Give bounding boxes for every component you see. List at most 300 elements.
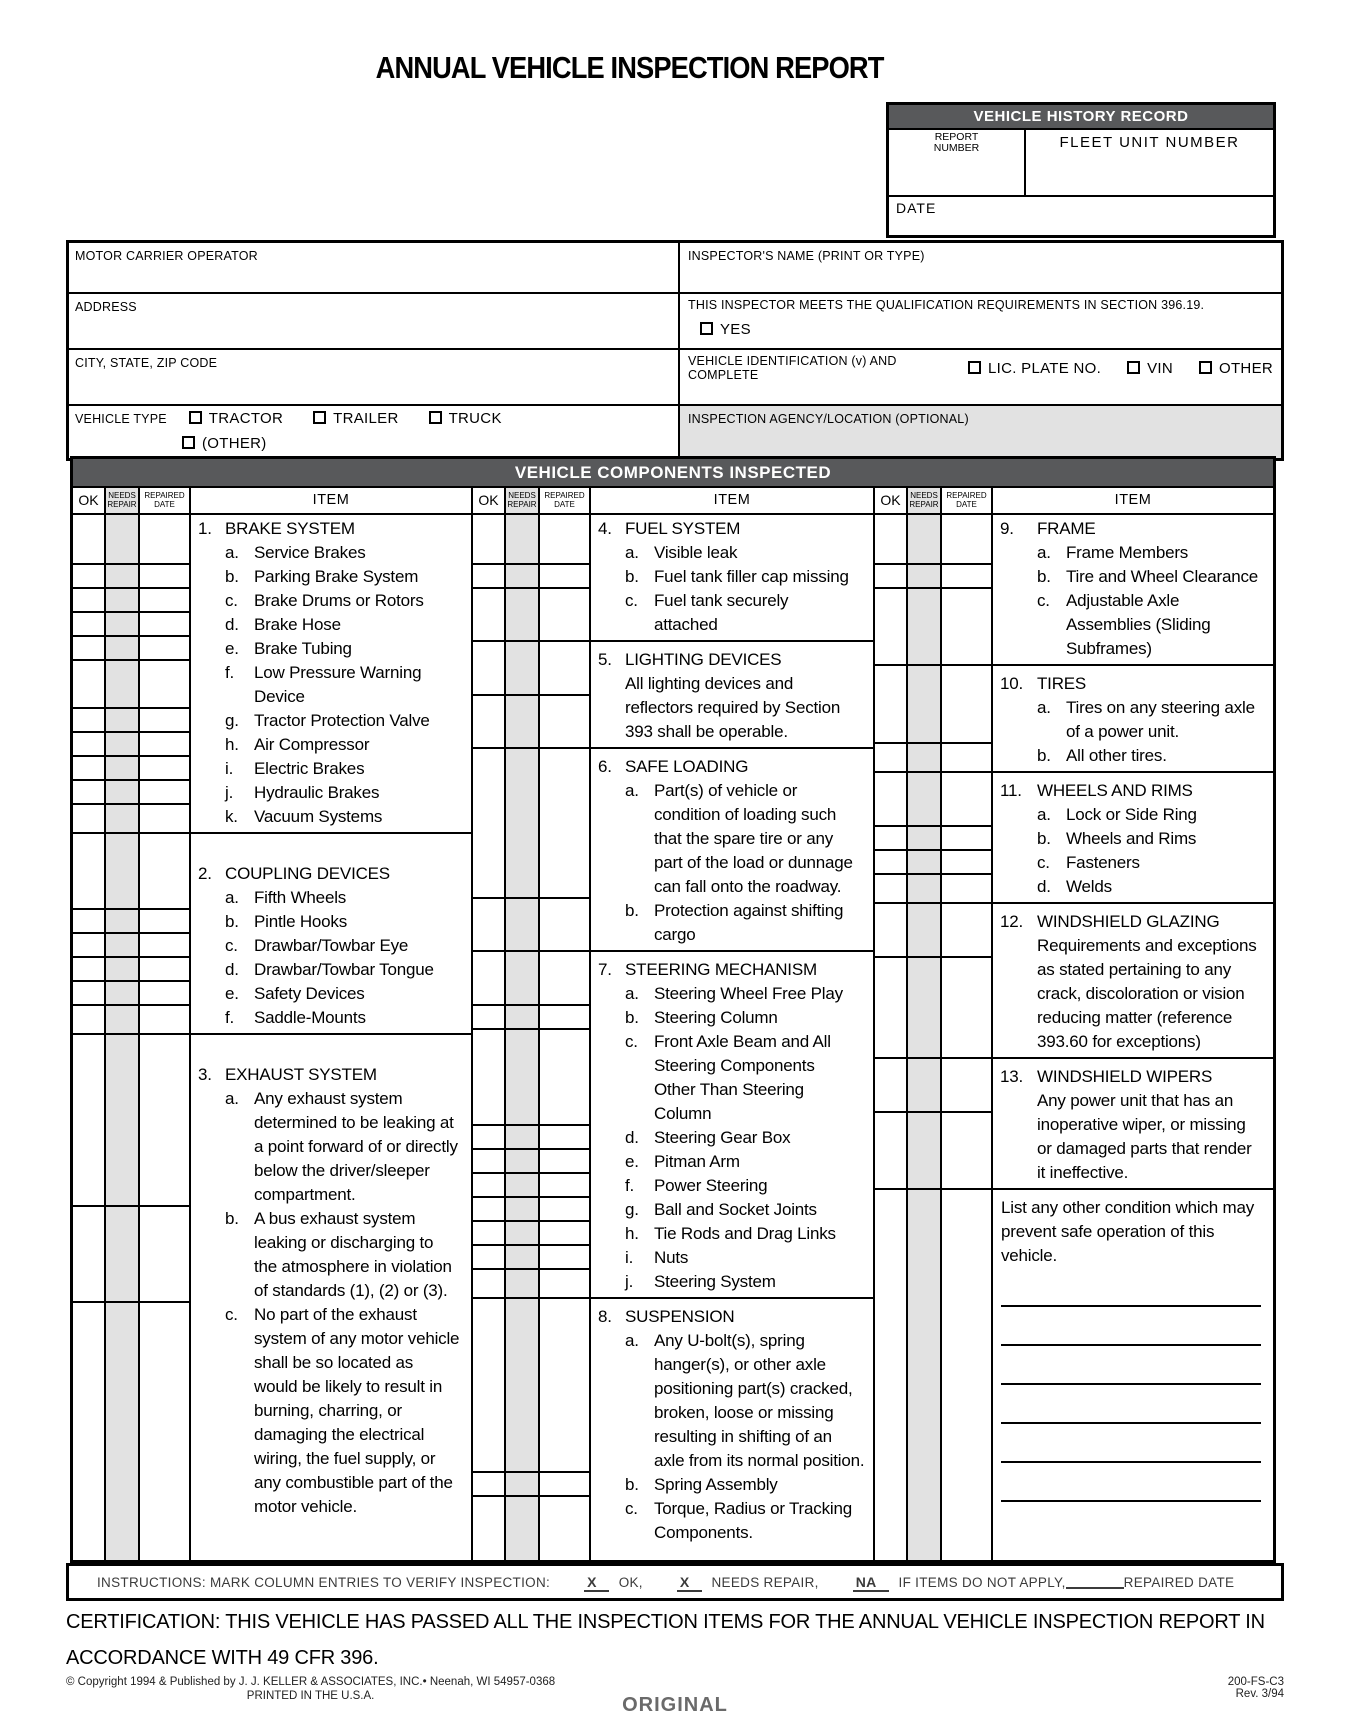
inspection-item: [191, 934, 471, 958]
inspection-mark-row[interactable]: [73, 1303, 191, 1524]
item-letter: a.: [625, 1331, 639, 1350]
date-field[interactable]: [889, 195, 1273, 235]
lic-plate-checkbox[interactable]: [968, 361, 981, 374]
yes-checkbox[interactable]: [700, 322, 713, 335]
page-title: [0, 50, 1260, 86]
vin-checkbox[interactable]: [1127, 361, 1140, 374]
inspection-item: [191, 589, 471, 613]
inspection-mark-row[interactable]: [875, 515, 993, 565]
inspection-item: [591, 899, 873, 947]
mark-symbol: NA: [853, 1574, 889, 1592]
item-letter: d.: [1037, 877, 1051, 896]
inspection-mark-row[interactable]: [73, 565, 191, 589]
repaired-date-blank[interactable]: [1066, 1575, 1124, 1589]
section-name: STEERING MECHANISM: [625, 960, 817, 979]
write-line[interactable]: [1001, 1346, 1261, 1385]
instructions-prefix: INSTRUCTIONS: MARK COLUMN ENTRIES TO VERIFY INSPECTION:: [97, 1574, 551, 1590]
inspection-item: [191, 1303, 471, 1519]
components-body: [73, 515, 1273, 1560]
component-section: [993, 1059, 1273, 1190]
section-name: EXHAUST SYSTEM: [225, 1065, 377, 1084]
component-section: [993, 904, 1273, 1059]
item-text: Fuel tank securely attached: [654, 591, 789, 634]
needs-repair-column-header: NEEDS REPAIR: [106, 488, 140, 513]
other-id-checkbox[interactable]: [1199, 361, 1212, 374]
item-text: Service Brakes: [254, 543, 366, 562]
item-letter: c.: [625, 1032, 638, 1051]
inspection-mark-row[interactable]: [473, 1222, 591, 1246]
inspection-mark-row[interactable]: [73, 910, 191, 934]
item-text: Tires on any steering axle of a power unit.: [1066, 698, 1255, 741]
vin-label: VIN: [1147, 359, 1173, 377]
item-letter: b.: [1037, 746, 1051, 765]
inspection-mark-row[interactable]: [473, 1006, 591, 1030]
section-number: 9.: [1000, 519, 1014, 538]
other-conditions-text: List any other condition which may: [1001, 1198, 1255, 1217]
item-text: Steering Column: [654, 1008, 778, 1027]
item-text: Fasteners: [1066, 853, 1140, 872]
inspection-mark-row[interactable]: [473, 1174, 591, 1198]
inspection-mark-row[interactable]: [73, 934, 191, 958]
section-note-line: it ineffective.: [1037, 1163, 1129, 1182]
item-text: Steering Gear Box: [654, 1128, 791, 1147]
mark-label: IF ITEMS DO NOT APPLY,: [898, 1575, 1066, 1590]
other-conditions-text: vehicle.: [1001, 1246, 1058, 1265]
item-letter: c.: [625, 1499, 638, 1518]
inspection-item: [591, 1222, 873, 1246]
column-header-group: [73, 488, 471, 513]
inspection-mark-row[interactable]: [875, 773, 993, 827]
inspection-mark-row[interactable]: [875, 958, 993, 1059]
inspection-item: [191, 781, 471, 805]
inspection-item: [993, 589, 1273, 661]
section-name: SUSPENSION: [625, 1307, 735, 1326]
section-title: [591, 755, 873, 779]
inspection-item: [191, 757, 471, 781]
item-text: Hydraulic Brakes: [254, 783, 380, 802]
item-text: No part of the exhaust system of any motor vehicle shall be so located as would be likely to result in burning, charring, or damaging the electrical wiring, the fuel supply, or any combustible part of the motor vehicle.: [254, 1305, 460, 1516]
inspection-mark-row[interactable]: [875, 666, 993, 744]
repaired-date-column-header: REPAIRED DATE: [540, 488, 591, 513]
inspection-item: [191, 1087, 471, 1207]
item-letter: b.: [225, 567, 239, 586]
item-letter: j.: [625, 1272, 634, 1291]
original-stamp: ORIGINAL: [622, 1694, 728, 1716]
instructions-bar: [66, 1563, 1284, 1601]
item-text: All other tires.: [1066, 746, 1167, 765]
inspection-mark-row[interactable]: [875, 565, 993, 589]
item-letter: f.: [225, 663, 235, 682]
inspection-mark-row[interactable]: [473, 1246, 591, 1270]
component-section: [993, 1190, 1273, 1560]
inspection-item: [591, 1006, 873, 1030]
inspection-item: [591, 1497, 873, 1545]
inspection-mark-row[interactable]: [73, 757, 191, 781]
inspection-mark-row[interactable]: [73, 1006, 191, 1035]
inspection-item: [191, 661, 471, 709]
inspection-mark-row[interactable]: [875, 1113, 993, 1190]
item-text: Power Steering: [654, 1176, 768, 1195]
item-text: Spring Assembly: [654, 1475, 778, 1494]
inspection-mark-row[interactable]: [473, 952, 591, 1006]
item-letter: g.: [625, 1200, 639, 1219]
inspection-agency-field[interactable]: [680, 406, 1281, 458]
section-number: 6.: [598, 757, 612, 776]
item-letter: e.: [625, 1152, 639, 1171]
motor-carrier-operator-field[interactable]: [69, 243, 680, 292]
revision: Rev. 3/94: [1235, 1688, 1284, 1700]
item-text: Pitman Arm: [654, 1152, 740, 1171]
item-letter: b.: [225, 1209, 239, 1228]
inspection-item: [993, 803, 1273, 827]
other-conditions-text: prevent safe operation of this: [1001, 1222, 1215, 1241]
item-letter: c.: [1037, 853, 1050, 872]
inspection-mark-row[interactable]: [473, 749, 591, 899]
inspection-mark-row[interactable]: [73, 589, 191, 613]
item-text: Torque, Radius or Tracking Components.: [654, 1499, 852, 1542]
component-group: [471, 515, 873, 1560]
tractor-label: TRACTOR: [208, 410, 284, 427]
item-text: Steering Wheel Free Play: [654, 984, 843, 1003]
fleet-unit-number-header: FLEET UNIT NUMBER: [1059, 134, 1240, 151]
section-name: COUPLING DEVICES: [225, 864, 390, 883]
write-line[interactable]: [1001, 1463, 1261, 1502]
item-letter: i.: [225, 759, 234, 778]
item-text: Any U-bolt(s), spring hanger(s), or other axle positioning part(s) cracked, broken, loose or missing resulting in shifting of an axle from its normal position.: [654, 1331, 865, 1470]
page-title-text: ANNUAL VEHICLE INSPECTION REPORT: [376, 50, 884, 85]
vehicle-type-label: VEHICLE TYPE: [75, 411, 167, 426]
section-note-line: Any power unit that has an: [1037, 1091, 1234, 1110]
item-letter: c.: [225, 1305, 238, 1324]
item-letter: a.: [1037, 543, 1051, 562]
inspection-item: [591, 1126, 873, 1150]
other-type-label: (OTHER): [202, 435, 267, 452]
inspection-mark-row[interactable]: [473, 1473, 591, 1497]
inspection-item: [993, 541, 1273, 565]
item-letter: a.: [625, 781, 639, 800]
section-title: [993, 1065, 1273, 1089]
section-number: 11.: [1000, 781, 1022, 800]
section-title: [993, 672, 1273, 696]
components-colheader: [73, 488, 1273, 515]
item-text: Lock or Side Ring: [1066, 805, 1197, 824]
inspection-agency-label: INSPECTION AGENCY/LOCATION (OPTIONAL): [688, 412, 969, 426]
inspection-item: [191, 982, 471, 1006]
item-text: Fuel tank filler cap missing: [654, 567, 849, 586]
inspection-mark-row[interactable]: [473, 565, 591, 589]
needs-repair-column-header: NEEDS REPAIR: [506, 488, 540, 513]
item-letter: c.: [1037, 591, 1050, 610]
inspection-item: [591, 1174, 873, 1198]
mark-symbol: X: [584, 1574, 609, 1592]
inspection-mark-row[interactable]: [73, 709, 191, 733]
section-note-line: 393.60 for exceptions): [1037, 1032, 1201, 1051]
inspection-mark-row[interactable]: [875, 744, 993, 773]
inspection-mark-row[interactable]: [875, 851, 993, 875]
inspection-item: [591, 1198, 873, 1222]
inspection-item: [993, 565, 1273, 589]
item-text: Drawbar/Towbar Eye: [254, 936, 409, 955]
inspection-item: [191, 613, 471, 637]
ok-column-header: OK: [473, 488, 506, 513]
fleet-unit-number-field[interactable]: [1026, 157, 1273, 195]
mark-label: OK,: [618, 1575, 643, 1590]
inspection-mark-row[interactable]: [473, 1030, 591, 1126]
components-table: [70, 456, 1276, 1563]
tractor-checkbox[interactable]: [189, 411, 202, 424]
item-text: Protection against shifting cargo: [654, 901, 844, 944]
inspection-mark-row[interactable]: [875, 904, 993, 958]
mark-label: NEEDS REPAIR,: [711, 1575, 819, 1590]
inspection-mark-row[interactable]: [73, 834, 191, 910]
inspection-item: [191, 910, 471, 934]
inspection-item: [191, 1006, 471, 1030]
item-letter: e.: [225, 984, 239, 1003]
item-letter: b.: [225, 912, 239, 931]
item-text: Tire and Wheel Clearance: [1066, 567, 1259, 586]
section-note-line: reflectors required by Section: [625, 698, 841, 717]
lic-plate-label: LIC. PLATE NO.: [987, 359, 1102, 377]
item-text: Any exhaust system determined to be leaking at a point forward of or directly below the driver/sleeper compartment.: [254, 1089, 458, 1204]
item-letter: h.: [225, 735, 239, 754]
vehicle-id-options: [968, 360, 1273, 377]
truck-label: TRUCK: [448, 410, 502, 427]
inspection-mark-row[interactable]: [73, 661, 191, 709]
section-title: [993, 910, 1273, 934]
city-state-zip-field[interactable]: [69, 350, 680, 404]
components-header: VEHICLE COMPONENTS INSPECTED: [73, 459, 1273, 488]
item-column-header: ITEM: [1114, 492, 1152, 508]
item-letter: b.: [625, 1008, 639, 1027]
inspection-item: [993, 827, 1273, 851]
item-letter: e.: [225, 639, 239, 658]
inspection-item: [993, 744, 1273, 768]
inspection-mark-row[interactable]: [473, 1270, 591, 1299]
address-field[interactable]: [69, 294, 680, 348]
item-text: Brake Hose: [254, 615, 341, 634]
check-columns: [73, 515, 191, 1560]
item-letter: a.: [225, 1089, 239, 1108]
component-section: [993, 515, 1273, 666]
write-line[interactable]: [1001, 1424, 1261, 1463]
section-name: FUEL SYSTEM: [625, 519, 741, 538]
section-name: BRAKE SYSTEM: [225, 519, 355, 538]
item-letter: b.: [625, 567, 639, 586]
component-section: [591, 515, 873, 642]
section-number: 2.: [198, 864, 212, 883]
item-text: Electric Brakes: [254, 759, 365, 778]
inspection-mark-row[interactable]: [473, 1299, 591, 1473]
inspection-mark-row[interactable]: [473, 642, 591, 696]
city-state-zip-label: CITY, STATE, ZIP CODE: [75, 356, 218, 370]
item-letter: k.: [225, 807, 238, 826]
item-letter: b.: [1037, 829, 1051, 848]
item-column-header: ITEM: [713, 492, 751, 508]
item-letter: c.: [225, 591, 238, 610]
section-number: 4.: [598, 519, 612, 538]
check-rows: [875, 515, 993, 1190]
instructions-marks: [550, 1574, 1066, 1590]
ok-column-header: OK: [875, 488, 908, 513]
inspection-mark-row[interactable]: [473, 589, 591, 642]
inspection-item: [191, 541, 471, 565]
vehicle-history-record-header: VEHICLE HISTORY RECORD: [889, 105, 1273, 130]
column-header-group: [873, 488, 1273, 513]
item-text: Visible leak: [654, 543, 738, 562]
ok-column-header: OK: [73, 488, 106, 513]
section-note-line: or damaged parts that render: [1037, 1139, 1252, 1158]
inspection-mark-row[interactable]: [73, 515, 191, 565]
item-text: Air Compressor: [254, 735, 370, 754]
section-number: 12.: [1000, 912, 1024, 931]
inspection-mark-row[interactable]: [875, 875, 993, 904]
component-section: [993, 773, 1273, 904]
repaired-date-column-header: REPAIRED DATE: [942, 488, 993, 513]
vehicle-identification-cell: [680, 350, 1281, 404]
item-letter: a.: [625, 543, 639, 562]
trailer-label: TRAILER: [333, 410, 399, 427]
inspection-mark-row[interactable]: [875, 827, 993, 851]
item-column: [993, 515, 1273, 1560]
component-section: [191, 515, 471, 834]
item-letter: a.: [225, 543, 239, 562]
inspection-item: [591, 1150, 873, 1174]
inspection-item: [191, 709, 471, 733]
inspection-item: [191, 958, 471, 982]
section-name: TIRES: [1037, 674, 1087, 693]
item-text: Safety Devices: [254, 984, 365, 1003]
inspection-item: [591, 541, 873, 565]
inspection-mark-row[interactable]: [875, 1059, 993, 1113]
item-text: Welds: [1066, 877, 1112, 896]
needs-repair-column-header: NEEDS REPAIR: [908, 488, 942, 513]
inspection-mark-row[interactable]: [73, 958, 191, 982]
item-text: Tractor Protection Valve: [254, 711, 430, 730]
inspection-mark-row[interactable]: [473, 1126, 591, 1150]
item-text: Low Pressure Warning Device: [254, 663, 422, 706]
inspection-mark-row[interactable]: [473, 696, 591, 749]
section-number: 5.: [598, 650, 612, 669]
section-number: 8.: [598, 1307, 612, 1326]
component-group: [73, 515, 471, 1560]
copyright-line: © Copyright 1994 & Published by J. J. KELLER & ASSOCIATES, INC.• Neenah, WI 54957-0368: [66, 1676, 556, 1688]
inspection-item: [191, 1207, 471, 1303]
column-header-group: [471, 488, 873, 513]
instructions-suffix: REPAIRED DATE: [1123, 1574, 1235, 1590]
inspection-item: [591, 565, 873, 589]
write-line[interactable]: [1001, 1268, 1261, 1307]
inspection-mark-row[interactable]: [875, 589, 993, 666]
item-letter: h.: [625, 1224, 639, 1243]
section-title: [191, 517, 471, 541]
inspection-item: [591, 1329, 873, 1473]
inspection-mark-row[interactable]: [73, 613, 191, 637]
component-section: [191, 834, 471, 1035]
item-letter: f.: [625, 1176, 635, 1195]
section-name: WHEELS AND RIMS: [1037, 781, 1193, 800]
item-letter: b.: [1037, 567, 1051, 586]
item-text: Steering System: [654, 1272, 776, 1291]
item-text: Front Axle Beam and All Steering Components Other Than Steering Column: [654, 1032, 831, 1123]
inspection-mark-row[interactable]: [473, 899, 591, 952]
inspection-mark-row[interactable]: [73, 1207, 191, 1303]
vehicle-type-options: [189, 410, 502, 427]
inspection-mark-row[interactable]: [473, 1150, 591, 1174]
printed-line: PRINTED IN THE U.S.A.: [246, 1690, 375, 1702]
yes-label: YES: [720, 321, 751, 338]
component-group: [873, 515, 1273, 1560]
item-letter: a.: [1037, 698, 1051, 717]
component-section: [591, 749, 873, 952]
inspection-mark-row[interactable]: [73, 1035, 191, 1207]
qualification-cell: [680, 294, 1281, 348]
repaired-date-column-header: REPAIRED DATE: [140, 488, 191, 513]
section-number: 13.: [1000, 1067, 1024, 1086]
inspection-item: [591, 1473, 873, 1497]
inspection-mark-row[interactable]: [473, 1198, 591, 1222]
inspection-mark-row[interactable]: [73, 805, 191, 834]
inspection-mark-row[interactable]: [73, 637, 191, 661]
inspection-mark-row[interactable]: [73, 781, 191, 805]
section-name: LIGHTING DEVICES: [625, 650, 782, 669]
item-column-header: ITEM: [312, 492, 350, 508]
section-note-line: as stated pertaining to any: [1037, 960, 1232, 979]
component-section: [591, 1299, 873, 1560]
inspection-mark-row[interactable]: [473, 1497, 591, 1550]
item-text: Parking Brake System: [254, 567, 419, 586]
form-code: 200-FS-C3: [1227, 1676, 1284, 1688]
item-text: Brake Drums or Rotors: [254, 591, 424, 610]
item-text: Drawbar/Towbar Tongue: [254, 960, 434, 979]
section-note-line: 393 shall be operable.: [625, 722, 788, 741]
inspection-item: [191, 886, 471, 910]
section-name: WINDSHIELD WIPERS: [1037, 1067, 1213, 1086]
report-number-field[interactable]: [889, 157, 1026, 195]
section-number: 3.: [198, 1065, 212, 1084]
vehicle-type-cell: [69, 406, 680, 458]
inspector-name-field[interactable]: [680, 243, 1281, 292]
inspection-mark-row[interactable]: [73, 982, 191, 1006]
item-text: Part(s) of vehicle or condition of loading such that the spare tire or any part of the load or dunnage can fall onto the roadway.: [654, 781, 853, 896]
item-text: Vacuum Systems: [254, 807, 383, 826]
check-rows: [73, 515, 191, 1524]
other-id-label: OTHER: [1219, 359, 1273, 377]
section-title: [591, 1305, 873, 1329]
other-type-checkbox[interactable]: [182, 436, 195, 449]
truck-checkbox[interactable]: [429, 411, 442, 424]
section-number: 7.: [598, 960, 612, 979]
section-title: [591, 517, 873, 541]
section-title: [993, 779, 1273, 803]
trailer-checkbox[interactable]: [313, 411, 326, 424]
item-letter: b.: [625, 901, 639, 920]
address-label: ADDRESS: [75, 300, 137, 314]
write-line[interactable]: [1001, 1385, 1261, 1424]
certification-text: CERTIFICATION: THIS VEHICLE HAS PASSED ALL THE INSPECTION ITEMS FOR THE ANNUAL VEHICLE INSPECTION REPORT IN ACCORDANCE WITH 49 CFR 396.: [66, 1611, 1265, 1669]
inspection-mark-row[interactable]: [473, 515, 591, 565]
check-columns: [473, 515, 591, 1560]
write-line[interactable]: [1001, 1307, 1261, 1346]
item-text: Frame Members: [1066, 543, 1189, 562]
item-letter: g.: [225, 711, 239, 730]
inspection-item: [591, 1030, 873, 1126]
inspection-mark-row[interactable]: [73, 733, 191, 757]
section-note-line: All lighting devices and: [625, 674, 794, 693]
check-columns: [875, 515, 993, 1560]
component-section: [591, 952, 873, 1299]
section-name: FRAME: [1037, 519, 1096, 538]
inspection-item: [591, 779, 873, 899]
